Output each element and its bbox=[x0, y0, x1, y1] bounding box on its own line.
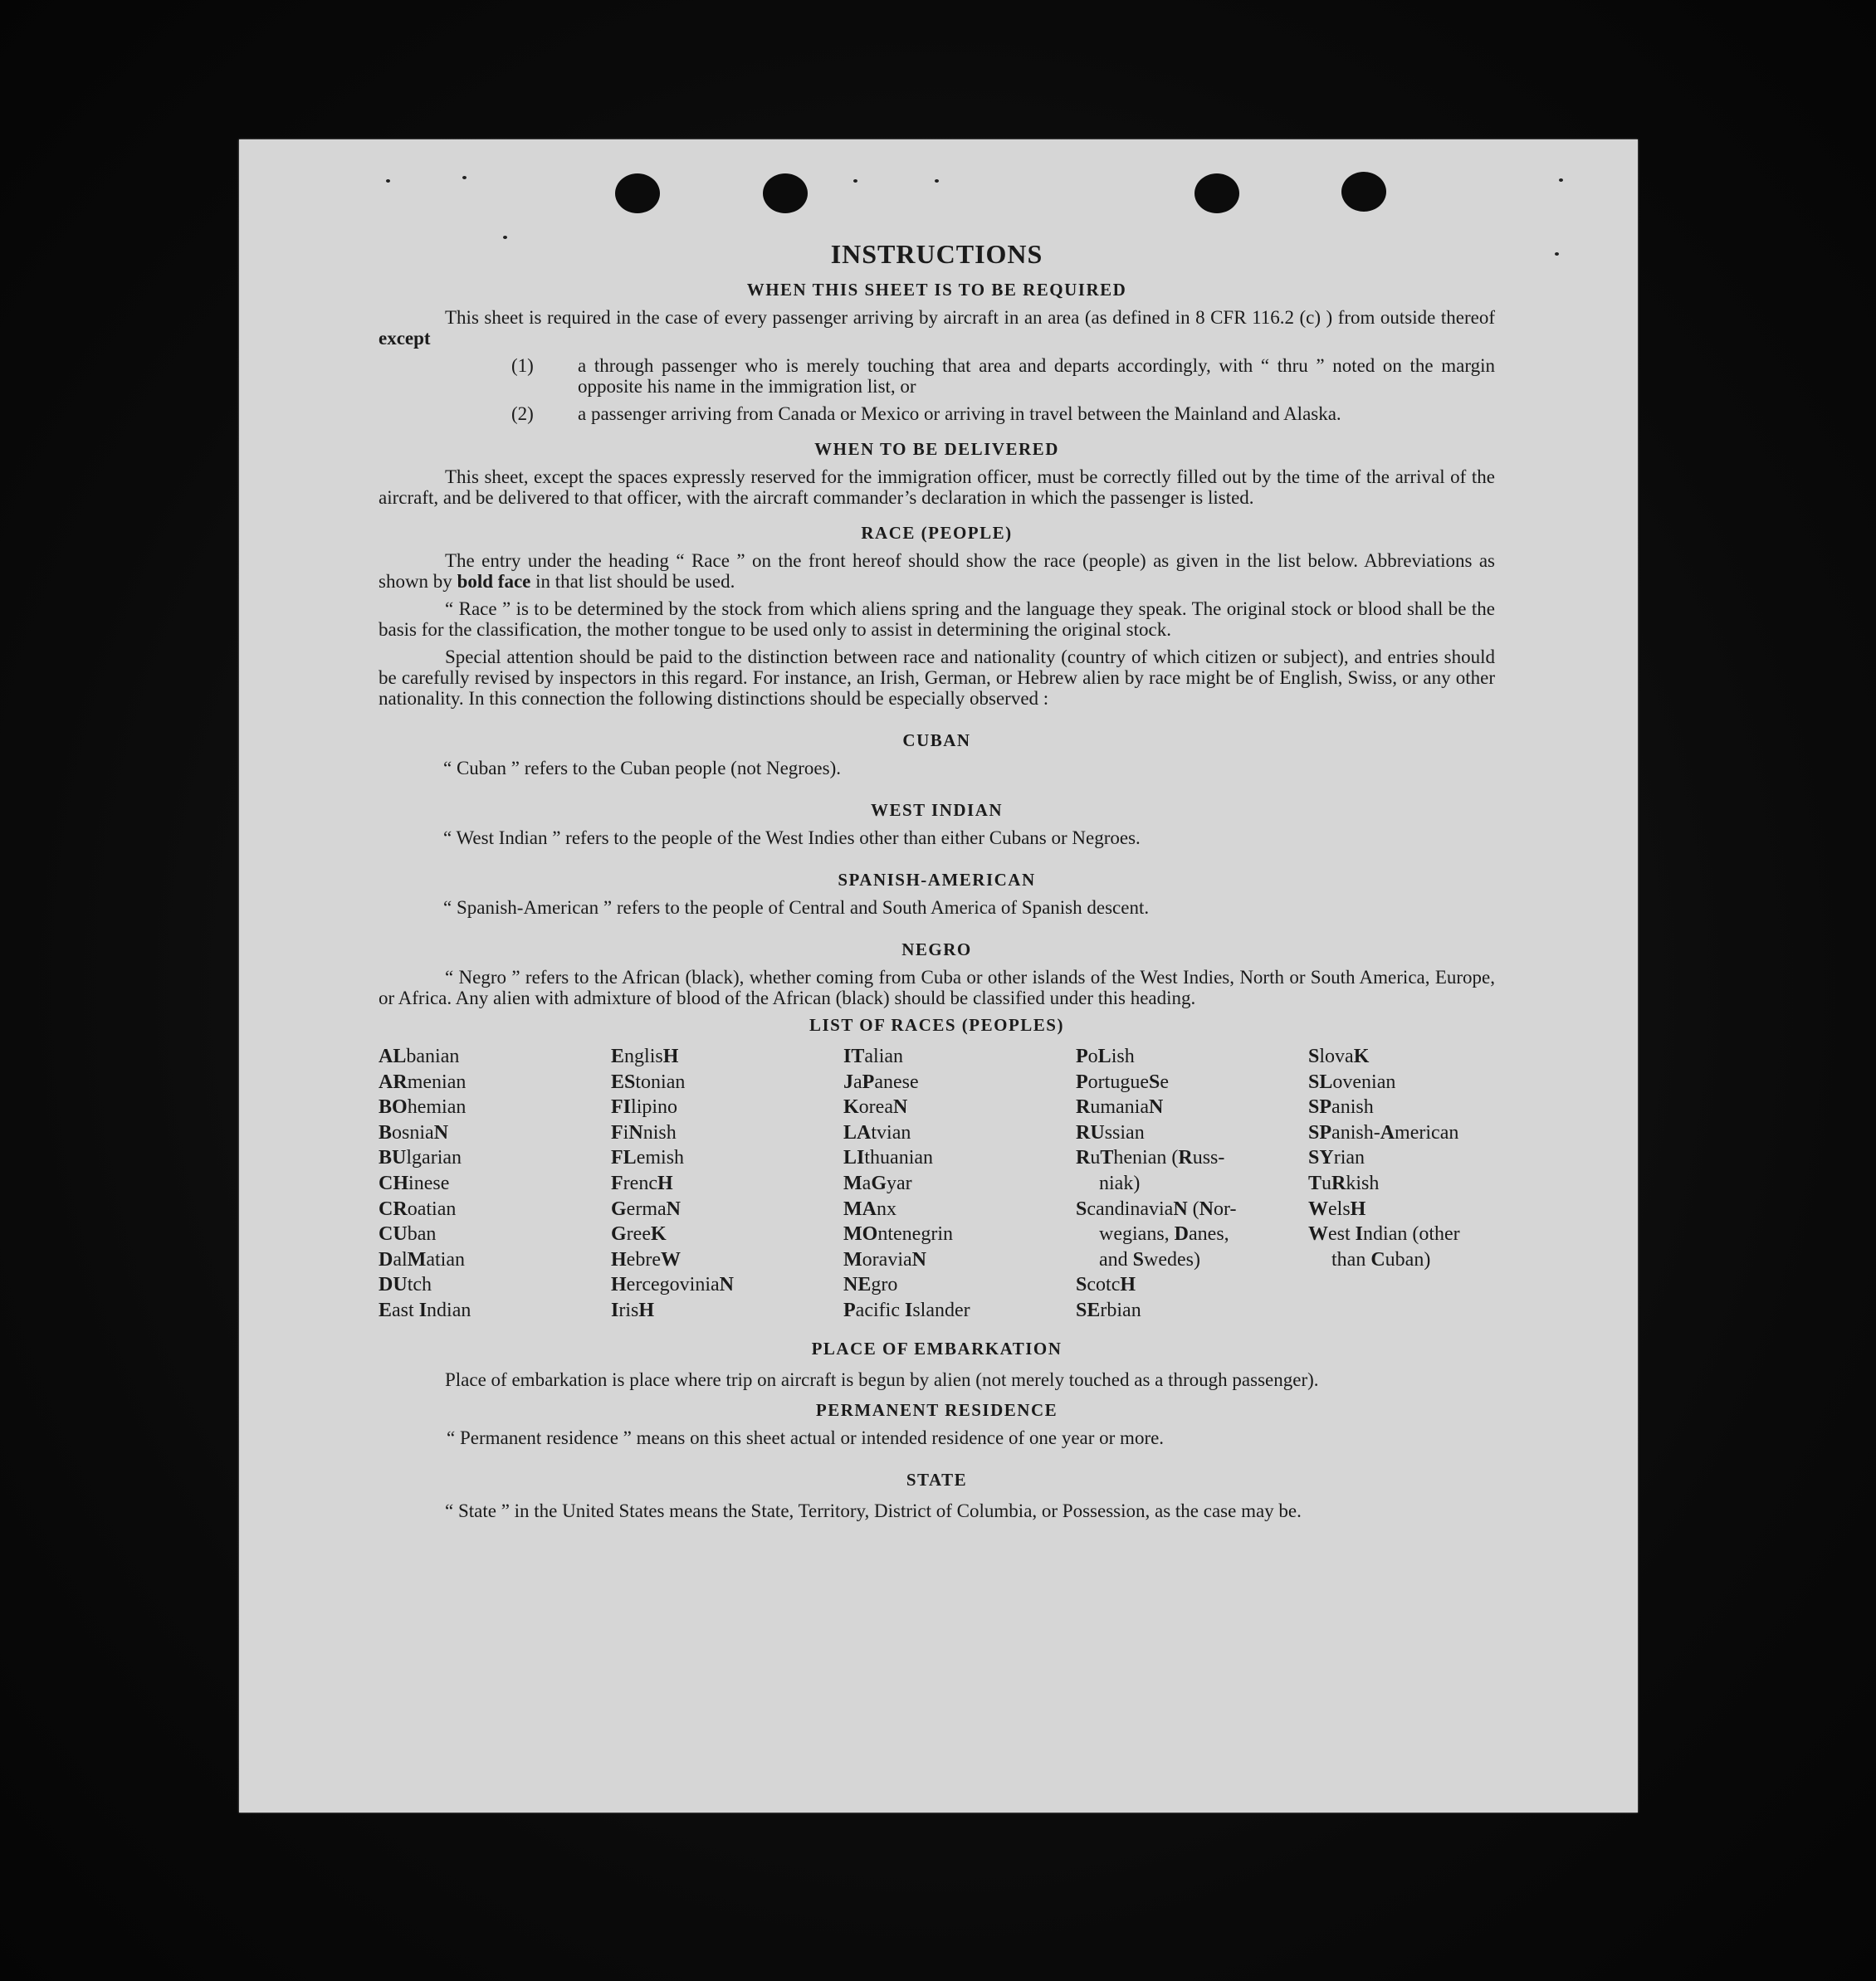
heading-state: STATE bbox=[906, 1469, 968, 1490]
heading-race: RACE (PEOPLE) bbox=[861, 523, 1013, 543]
race-entry: ARmenian bbox=[379, 1071, 467, 1093]
race-entry: West Indian (other bbox=[1308, 1223, 1460, 1246]
race-entry: BosniaN bbox=[379, 1121, 449, 1144]
race-entry: Pacific Islander bbox=[843, 1299, 970, 1321]
when-required-intro: This sheet is required in the case of every passenger arriving by aircraft in an area (as defined in 8 CFR 116.2 (c) ) from outside thereof except bbox=[379, 307, 1495, 349]
race-entry: ITalian bbox=[843, 1046, 904, 1067]
race-entry: DUtch bbox=[379, 1274, 432, 1296]
race-entry: KoreaN bbox=[843, 1096, 908, 1119]
race-entry: FrencH bbox=[611, 1172, 673, 1194]
race-entry-continuation: niak) bbox=[1099, 1172, 1141, 1194]
race-entry-continuation: wegians, Danes, bbox=[1099, 1223, 1229, 1246]
race-entry: CHinese bbox=[379, 1172, 450, 1194]
exception-item-1: (1) a through passenger who is merely touching that area and departs accordingly, with “ thru ” noted on the margin opposite his name in the immigration list, or bbox=[511, 355, 1495, 397]
race-entry: CUban bbox=[379, 1223, 437, 1246]
race-entry: MoraviaN bbox=[843, 1248, 926, 1271]
page-title: INSTRUCTIONS bbox=[830, 239, 1043, 269]
punch-hole bbox=[1194, 173, 1239, 213]
race-entry: PoLish bbox=[1076, 1046, 1135, 1067]
race-entry: TuRkish bbox=[1308, 1172, 1380, 1194]
race-entry: RUssian bbox=[1076, 1121, 1145, 1144]
negro-text: “ Negro ” refers to the African (black), whether coming from Cuba or other islands of the West Indies, North or South America, Europe, or Africa. Any alien with admixture of blood of the African (black) should be classified under this heading. bbox=[379, 967, 1495, 1008]
race-entry: SLovenian bbox=[1308, 1071, 1396, 1093]
exception-item-2: (2) a passenger arriving from Canada or Mexico or arriving in travel between the Mainland and Alaska. bbox=[511, 403, 1341, 424]
race-column-3 bbox=[843, 1044, 1076, 1324]
race-entry: SPanish bbox=[1308, 1096, 1374, 1119]
race-list bbox=[379, 1044, 1495, 1324]
speck bbox=[935, 179, 939, 183]
instructions-content bbox=[379, 239, 1495, 1525]
race-entry: PortugueSe bbox=[1076, 1071, 1170, 1093]
race-entry: LAtvian bbox=[843, 1121, 911, 1144]
west-indian-text: “ West Indian ” refers to the people of the West Indies other than either Cubans or Negroes. bbox=[443, 827, 1141, 848]
cuban-text: “ Cuban ” refers to the Cuban people (not Negroes). bbox=[443, 758, 842, 778]
heading-when-required: WHEN THIS SHEET IS TO BE REQUIRED bbox=[746, 280, 1127, 300]
race-entry: GermaN bbox=[611, 1198, 681, 1220]
race-entry: FIlipino bbox=[611, 1096, 678, 1119]
race-column-5 bbox=[1308, 1044, 1495, 1324]
race-entry: WelsH bbox=[1308, 1198, 1366, 1220]
race-entry: MOntenegrin bbox=[843, 1223, 953, 1246]
heading-west-indian: WEST INDIAN bbox=[870, 800, 1004, 820]
race-column-1 bbox=[379, 1044, 611, 1324]
speck bbox=[853, 179, 857, 183]
document-page bbox=[239, 139, 1638, 1813]
heading-list-of-races: LIST OF RACES (PEOPLES) bbox=[809, 1015, 1064, 1035]
heading-spanish-american: SPANISH-AMERICAN bbox=[838, 870, 1036, 890]
race-entry: GreeK bbox=[611, 1223, 667, 1246]
spanish-american-text: “ Spanish-American ” refers to the people of Central and South America of Spanish descent. bbox=[443, 897, 1150, 918]
race-entry: MaGyar bbox=[843, 1172, 912, 1194]
race-column-4 bbox=[1076, 1044, 1308, 1324]
heading-negro: NEGRO bbox=[901, 939, 972, 959]
race-entry: JaPanese bbox=[843, 1071, 919, 1093]
race-entry: RumaniaN bbox=[1076, 1096, 1164, 1119]
punch-hole bbox=[615, 173, 660, 213]
race-paragraph-2: “ Race ” is to be determined by the stock from which aliens spring and the language they speak. The original stock or blood shall be the basis for the classification, the mother tongue to be used only to assist in determining the original stock. bbox=[379, 598, 1495, 640]
race-entry: FLemish bbox=[611, 1147, 685, 1169]
race-entry: SPanish-American bbox=[1308, 1121, 1459, 1144]
race-entry: BUlgarian bbox=[379, 1147, 462, 1169]
speck bbox=[1559, 178, 1563, 182]
race-entry: RuThenian (Russ- bbox=[1076, 1147, 1225, 1169]
race-entry: IrisH bbox=[611, 1299, 655, 1321]
speck bbox=[462, 176, 467, 179]
race-entry: SlovaK bbox=[1308, 1046, 1370, 1067]
race-entry: CRoatian bbox=[379, 1198, 457, 1220]
race-column-2 bbox=[611, 1044, 843, 1324]
race-entry: East Indian bbox=[379, 1299, 471, 1321]
race-entry-continuation: than Cuban) bbox=[1331, 1248, 1431, 1271]
punch-hole bbox=[763, 173, 808, 213]
race-entry: DalMatian bbox=[379, 1248, 465, 1271]
race-entry: EnglisH bbox=[611, 1046, 679, 1067]
speck bbox=[1555, 252, 1559, 256]
race-entry: ScotcH bbox=[1076, 1274, 1136, 1296]
heading-cuban: CUBAN bbox=[902, 730, 971, 750]
punch-hole bbox=[1341, 172, 1386, 212]
race-entry: ScandinaviaN (Nor- bbox=[1076, 1198, 1237, 1220]
race-entry: EStonian bbox=[611, 1071, 686, 1093]
speck bbox=[386, 179, 390, 183]
heading-when-delivered: WHEN TO BE DELIVERED bbox=[814, 439, 1059, 459]
race-entry: SErbian bbox=[1076, 1299, 1141, 1321]
race-entry: NEgro bbox=[843, 1274, 898, 1296]
embarkation-text: Place of embarkation is place where trip on aircraft is begun by alien (not merely touched as a through passenger). bbox=[445, 1369, 1319, 1390]
race-entry: HebreW bbox=[611, 1248, 681, 1271]
race-entry: ALbanian bbox=[379, 1046, 460, 1067]
race-entry-continuation: and Swedes) bbox=[1099, 1248, 1201, 1271]
race-paragraph-3: Special attention should be paid to the distinction between race and nationality (country of which citizen or subject), and entries should be carefully revised by inspectors in this regard. For instance, an Irish, German, or Hebrew alien by race might be of English, Swiss, or any other nationality. In this connection the following distinctions should be especially observed : bbox=[379, 647, 1495, 709]
race-entry: LIthuanian bbox=[843, 1147, 934, 1169]
race-entry: MAnx bbox=[843, 1198, 896, 1220]
heading-residence: PERMANENT RESIDENCE bbox=[815, 1399, 1058, 1420]
heading-embarkation: PLACE OF EMBARKATION bbox=[811, 1338, 1063, 1359]
state-text: “ State ” in the United States means the State, Territory, District of Columbia, or Possession, as the case may be. bbox=[445, 1500, 1302, 1521]
residence-text: “ Permanent residence ” means on this sheet actual or intended residence of one year or more. bbox=[447, 1427, 1165, 1448]
race-entry: BOhemian bbox=[379, 1096, 467, 1119]
race-entry: HercegoviniaN bbox=[611, 1274, 734, 1296]
race-paragraph-1: The entry under the heading “ Race ” on the front hereof should show the race (people) as given in the list below. Abbreviations as shown by bold face in that list should be used. bbox=[379, 550, 1495, 592]
race-entry: FiNnish bbox=[611, 1121, 677, 1144]
when-delivered-text: This sheet, except the spaces expressly reserved for the immigration officer, must be correctly filled out by the time of the arrival of the aircraft, and be delivered to that officer, with the aircraft commander’s declaration in which the passenger is listed. bbox=[379, 466, 1495, 508]
race-entry: SYrian bbox=[1308, 1147, 1365, 1169]
